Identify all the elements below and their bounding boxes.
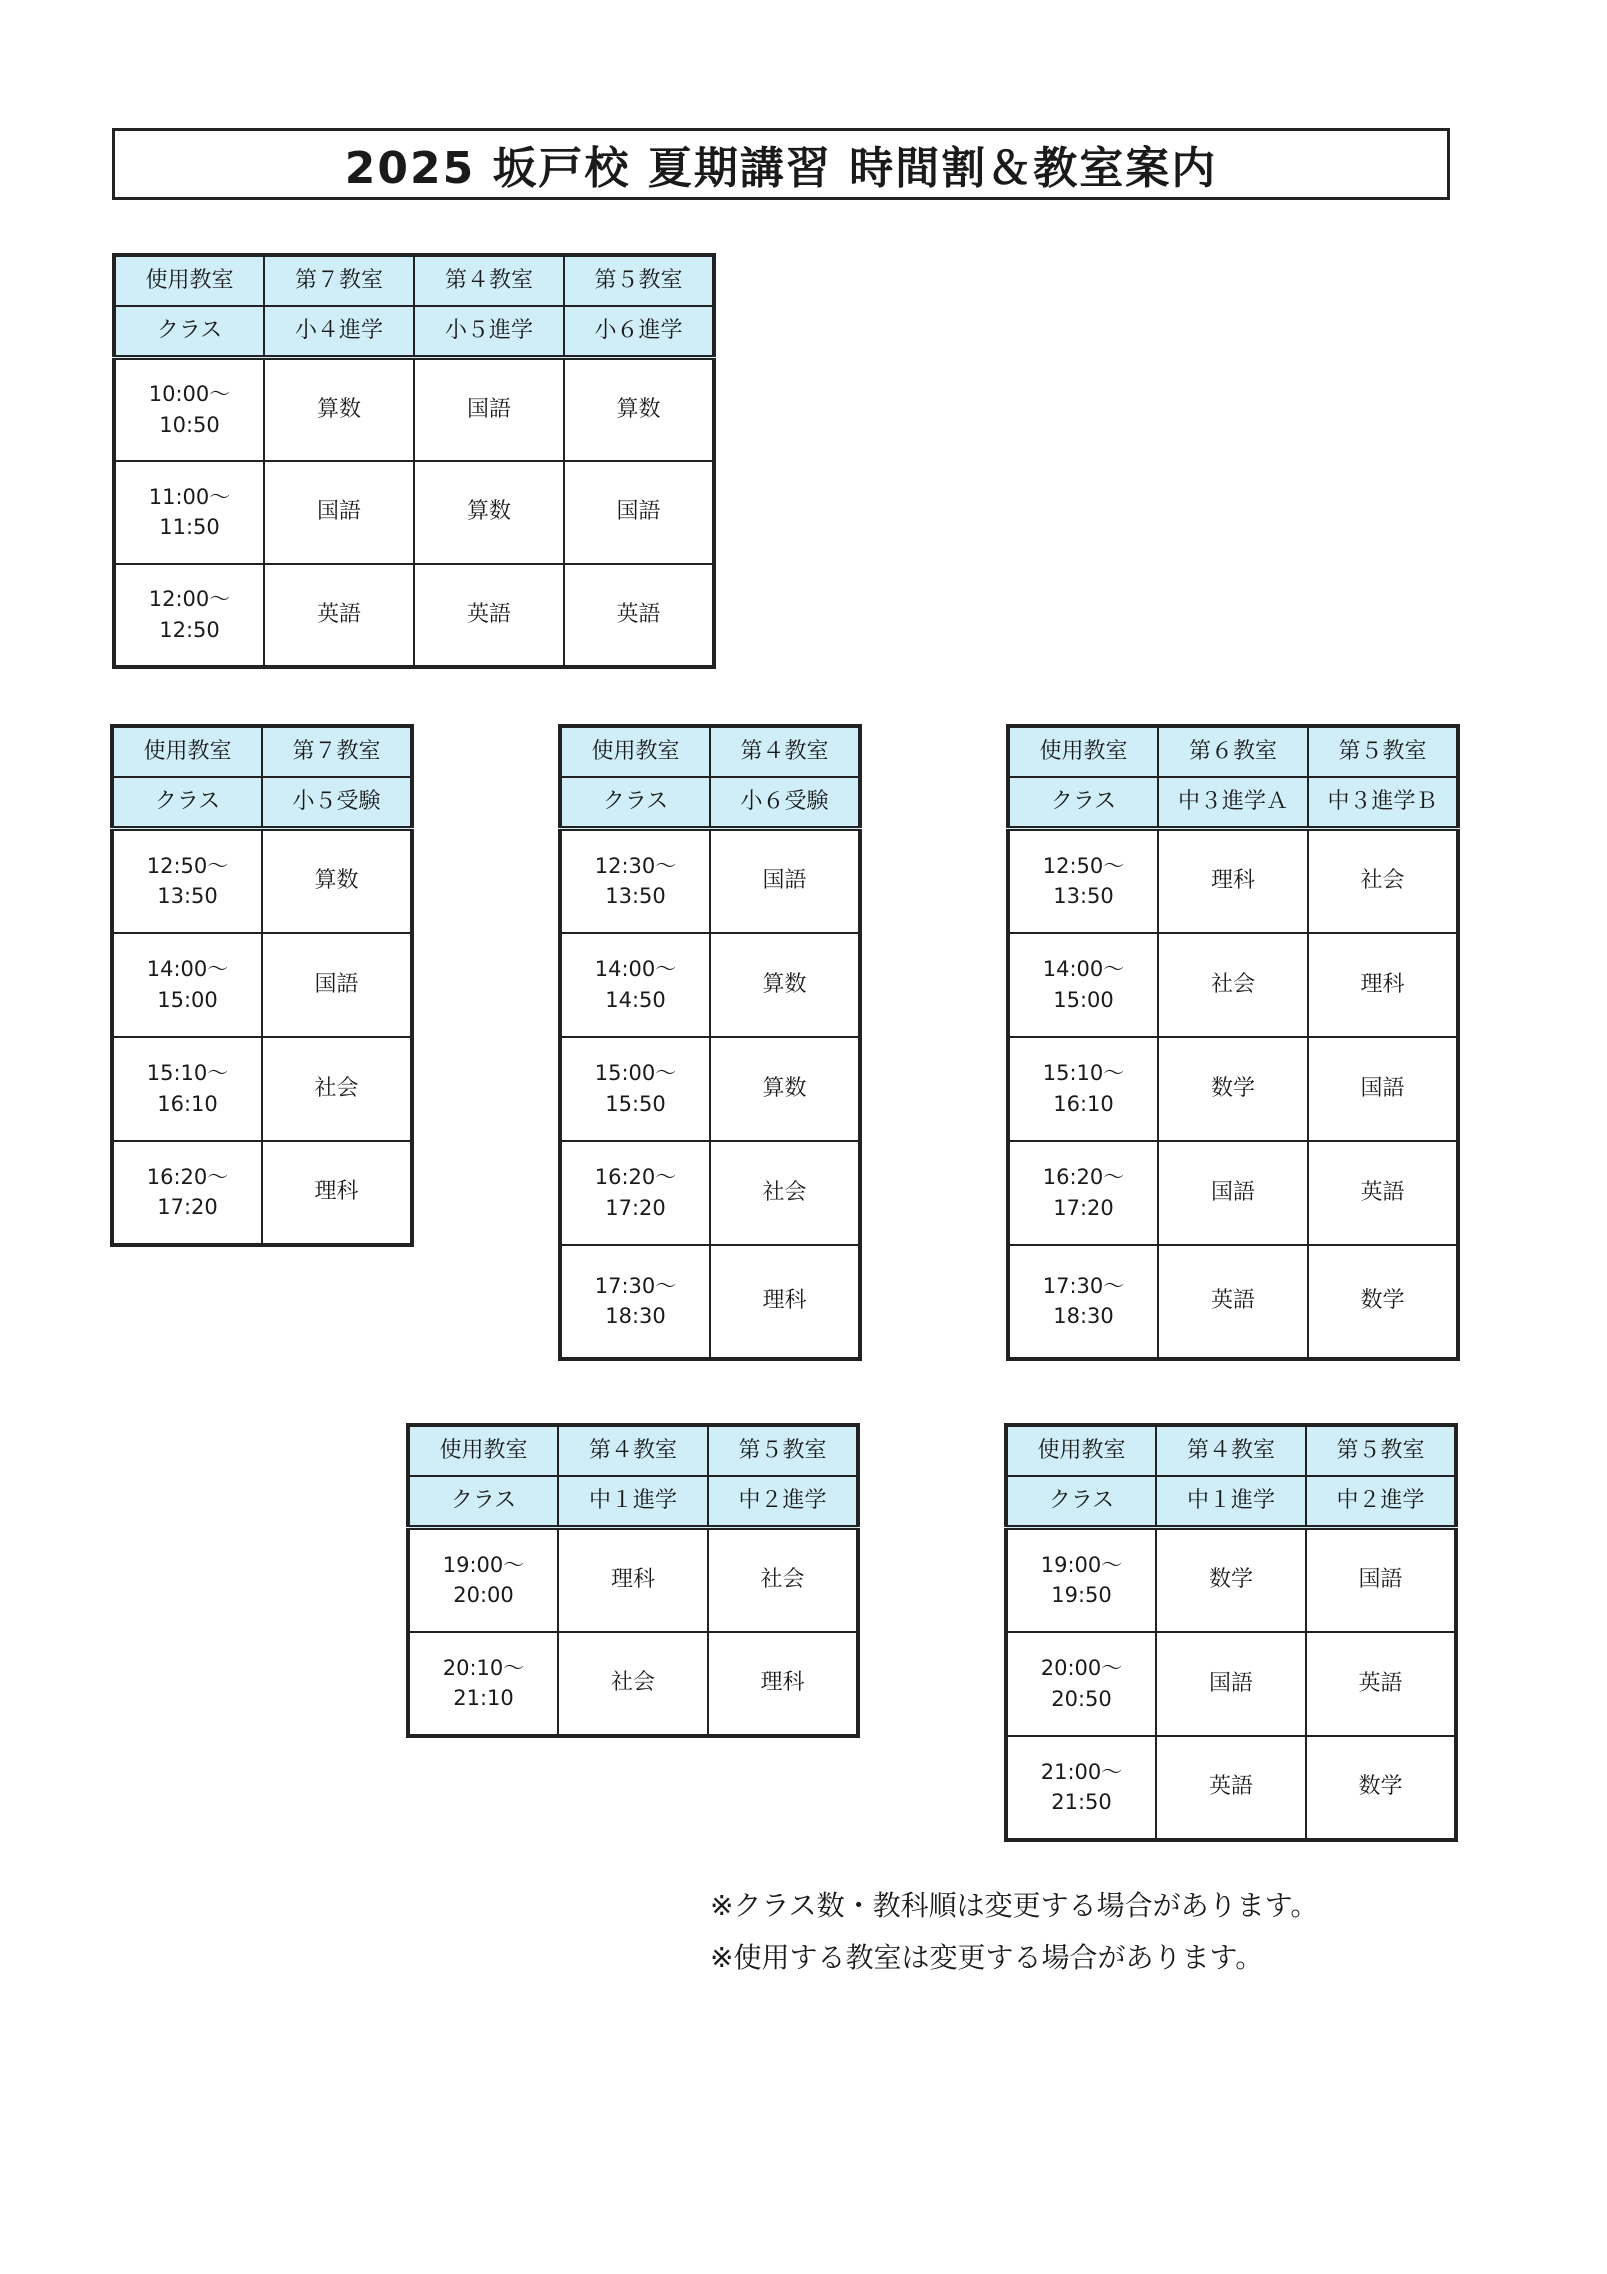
room-header-label: 使用教室 bbox=[1006, 1425, 1156, 1476]
room-cell: 第４教室 bbox=[558, 1425, 708, 1476]
subject-cell: 算数 bbox=[710, 1037, 860, 1141]
subject-cell: 数学 bbox=[1306, 1736, 1456, 1840]
time-cell: 20:10～ 21:10 bbox=[408, 1632, 558, 1736]
class-cell: 小６受験 bbox=[710, 777, 860, 829]
subject-cell: 算数 bbox=[710, 933, 860, 1037]
room-cell: 第６教室 bbox=[1158, 726, 1308, 777]
subject-cell: 英語 bbox=[414, 564, 564, 667]
note-room-change: ※使用する教室は変更する場合があります。 bbox=[710, 1941, 1264, 1974]
time-cell: 15:10～ 16:10 bbox=[1008, 1037, 1158, 1141]
room-cell: 第７教室 bbox=[264, 255, 414, 306]
subject-cell: 国語 bbox=[1306, 1528, 1456, 1632]
subject-cell: 理科 bbox=[708, 1632, 858, 1736]
time-cell: 12:00～ 12:50 bbox=[114, 564, 264, 667]
time-cell: 15:10～ 16:10 bbox=[112, 1037, 262, 1141]
time-cell: 16:20～ 17:20 bbox=[1008, 1141, 1158, 1245]
class-cell: 中３進学Ａ bbox=[1158, 777, 1308, 829]
timetable-junior3 bbox=[1006, 724, 1460, 1361]
room-cell: 第５教室 bbox=[708, 1425, 858, 1476]
subject-cell: 理科 bbox=[1158, 829, 1308, 933]
subject-cell: 数学 bbox=[1156, 1528, 1306, 1632]
room-cell: 第５教室 bbox=[1308, 726, 1458, 777]
time-cell: 19:00～ 19:50 bbox=[1006, 1528, 1156, 1632]
time-cell: 10:00～ 10:50 bbox=[114, 358, 264, 461]
subject-cell: 国語 bbox=[564, 461, 714, 564]
room-cell: 第４教室 bbox=[414, 255, 564, 306]
subject-cell: 英語 bbox=[1306, 1632, 1456, 1736]
subject-cell: 国語 bbox=[262, 933, 412, 1037]
subject-cell: 国語 bbox=[710, 829, 860, 933]
class-cell: 小６進学 bbox=[564, 306, 714, 358]
time-cell: 16:20～ 17:20 bbox=[560, 1141, 710, 1245]
timetable-junior1-2-a bbox=[406, 1423, 860, 1738]
time-cell: 14:00～ 14:50 bbox=[560, 933, 710, 1037]
room-header-label: 使用教室 bbox=[112, 726, 262, 777]
time-cell: 15:00～ 15:50 bbox=[560, 1037, 710, 1141]
time-cell: 12:50～ 13:50 bbox=[1008, 829, 1158, 933]
class-cell: 中１進学 bbox=[1156, 1476, 1306, 1528]
subject-cell: 英語 bbox=[1308, 1141, 1458, 1245]
subject-cell: 社会 bbox=[558, 1632, 708, 1736]
time-cell: 17:30～ 18:30 bbox=[1008, 1245, 1158, 1359]
class-header-label: クラス bbox=[1006, 1476, 1156, 1528]
subject-cell: 理科 bbox=[710, 1245, 860, 1359]
room-cell: 第５教室 bbox=[564, 255, 714, 306]
timetable-grade5-exam bbox=[110, 724, 414, 1247]
subject-cell: 社会 bbox=[1158, 933, 1308, 1037]
class-cell: 中２進学 bbox=[708, 1476, 858, 1528]
subject-cell: 社会 bbox=[710, 1141, 860, 1245]
class-cell: 小５受験 bbox=[262, 777, 412, 829]
subject-cell: 理科 bbox=[1308, 933, 1458, 1037]
class-header-label: クラス bbox=[560, 777, 710, 829]
subject-cell: 算数 bbox=[262, 829, 412, 933]
subject-cell: 国語 bbox=[1156, 1632, 1306, 1736]
subject-cell: 理科 bbox=[262, 1141, 412, 1245]
page-title: 2025 坂戸校 夏期講習 時間割＆教室案内 bbox=[112, 128, 1450, 200]
class-cell: 小４進学 bbox=[264, 306, 414, 358]
room-header-label: 使用教室 bbox=[114, 255, 264, 306]
room-cell: 第４教室 bbox=[1156, 1425, 1306, 1476]
time-cell: 14:00～ 15:00 bbox=[1008, 933, 1158, 1037]
time-cell: 21:00～ 21:50 bbox=[1006, 1736, 1156, 1840]
room-header-label: 使用教室 bbox=[560, 726, 710, 777]
subject-cell: 国語 bbox=[1158, 1141, 1308, 1245]
subject-cell: 理科 bbox=[558, 1528, 708, 1632]
class-cell: 中３進学Ｂ bbox=[1308, 777, 1458, 829]
subject-cell: 社会 bbox=[262, 1037, 412, 1141]
subject-cell: 算数 bbox=[264, 358, 414, 461]
timetable-elementary-regular bbox=[112, 253, 716, 669]
subject-cell: 数学 bbox=[1308, 1245, 1458, 1359]
notes bbox=[710, 1880, 1318, 1984]
subject-cell: 英語 bbox=[1156, 1736, 1306, 1840]
timetable-grade6-exam bbox=[558, 724, 862, 1361]
subject-cell: 国語 bbox=[264, 461, 414, 564]
note-class-order: ※クラス数・教科順は変更する場合があります。 bbox=[710, 1889, 1319, 1922]
time-cell: 16:20～ 17:20 bbox=[112, 1141, 262, 1245]
time-cell: 12:50～ 13:50 bbox=[112, 829, 262, 933]
class-header-label: クラス bbox=[114, 306, 264, 358]
time-cell: 19:00～ 20:00 bbox=[408, 1528, 558, 1632]
subject-cell: 算数 bbox=[414, 461, 564, 564]
subject-cell: 英語 bbox=[564, 564, 714, 667]
time-cell: 20:00～ 20:50 bbox=[1006, 1632, 1156, 1736]
subject-cell: 英語 bbox=[1158, 1245, 1308, 1359]
class-cell: 中２進学 bbox=[1306, 1476, 1456, 1528]
subject-cell: 国語 bbox=[414, 358, 564, 461]
room-cell: 第５教室 bbox=[1306, 1425, 1456, 1476]
time-cell: 14:00～ 15:00 bbox=[112, 933, 262, 1037]
time-cell: 17:30～ 18:30 bbox=[560, 1245, 710, 1359]
class-header-label: クラス bbox=[1008, 777, 1158, 829]
subject-cell: 社会 bbox=[708, 1528, 858, 1632]
class-cell: 小５進学 bbox=[414, 306, 564, 358]
room-header-label: 使用教室 bbox=[408, 1425, 558, 1476]
room-cell: 第７教室 bbox=[262, 726, 412, 777]
subject-cell: 国語 bbox=[1308, 1037, 1458, 1141]
timetable-junior1-2-b bbox=[1004, 1423, 1458, 1842]
room-header-label: 使用教室 bbox=[1008, 726, 1158, 777]
subject-cell: 数学 bbox=[1158, 1037, 1308, 1141]
time-cell: 11:00～ 11:50 bbox=[114, 461, 264, 564]
subject-cell: 算数 bbox=[564, 358, 714, 461]
class-header-label: クラス bbox=[112, 777, 262, 829]
room-cell: 第４教室 bbox=[710, 726, 860, 777]
class-cell: 中１進学 bbox=[558, 1476, 708, 1528]
subject-cell: 英語 bbox=[264, 564, 414, 667]
time-cell: 12:30～ 13:50 bbox=[560, 829, 710, 933]
class-header-label: クラス bbox=[408, 1476, 558, 1528]
subject-cell: 社会 bbox=[1308, 829, 1458, 933]
